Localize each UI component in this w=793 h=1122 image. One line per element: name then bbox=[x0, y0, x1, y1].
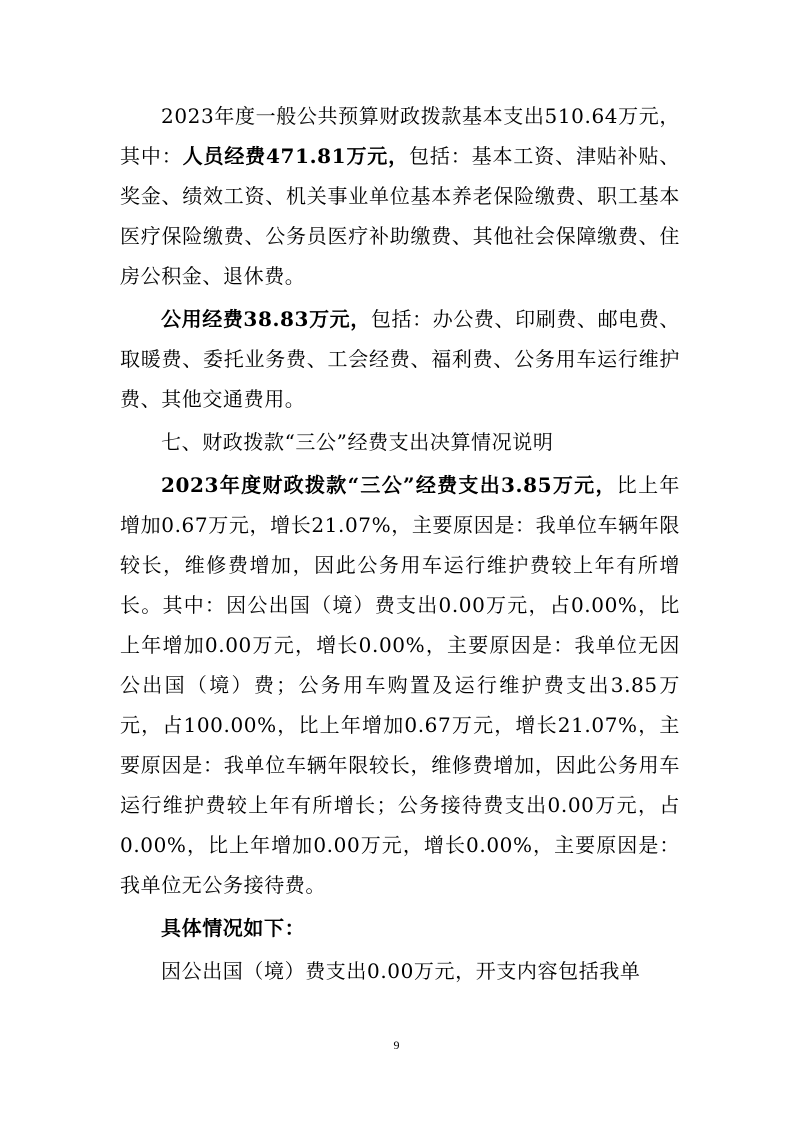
paragraph-basic-expenditure bbox=[120, 96, 680, 296]
details-heading: 具体情况如下： bbox=[161, 916, 306, 940]
basic-expenditure-intro: 2023年度一般公共预算财政拨款基本支出510.64万元，其中： bbox=[120, 104, 680, 168]
personnel-expense-details: 包括：基本工资、津贴补贴、奖金、绩效工资、机关事业单位基本养老保险缴费、职工基本医疗保险缴费、公务员医疗补助缴费、其他社会保障缴费、住房公积金、退休费。 bbox=[120, 144, 680, 288]
three-public-total-emphasis: 2023年度财政拨款“三公”经费支出3.85万元， bbox=[161, 473, 617, 497]
paragraph-public-expense bbox=[120, 299, 680, 419]
section-heading-seven: 七、财政拨款“三公”经费支出决算情况说明 bbox=[161, 430, 554, 454]
personnel-expense-emphasis: 人员经费471.81万元， bbox=[182, 144, 410, 168]
page-number: 9 bbox=[393, 1038, 400, 1052]
body-text bbox=[120, 96, 680, 994]
three-public-details: 比上年增加0.67万元，增长21.07%，主要原因是：我单位车辆年限较长，维修费增加，因此公务用车运行维护费较上年有所增长。其中：因公出国（境）费支出0.00万元，占0.00%，比上年增加0.00万元，增长0.00%，主要原因是：我单位无因公出国（境）费；公务用车购置及运行维护费支出3.85万元，占100.00%，比上年增加0.67万元，增长21.07%，主要原因是：我单位车辆年限较长，维修费增加，因此公务用车运行维护费较上年有所增长；公务接待费支出0.00万元，占0.00%，比上年增加0.00万元，增长0.00%，主要原因是：我单位无公务接待费。 bbox=[120, 473, 680, 897]
paragraph-three-public-expenses bbox=[120, 465, 680, 905]
public-expense-emphasis: 公用经费38.83万元， bbox=[161, 307, 371, 331]
paragraph-overseas-travel: 因公出国（境）费支出0.00万元，开支内容包括我单 bbox=[161, 959, 641, 983]
public-expense-details: 包括：办公费、印刷费、邮电费、取暖费、委托业务费、工会经费、福利费、公务用车运行维护费、其他交通费用。 bbox=[120, 307, 680, 411]
